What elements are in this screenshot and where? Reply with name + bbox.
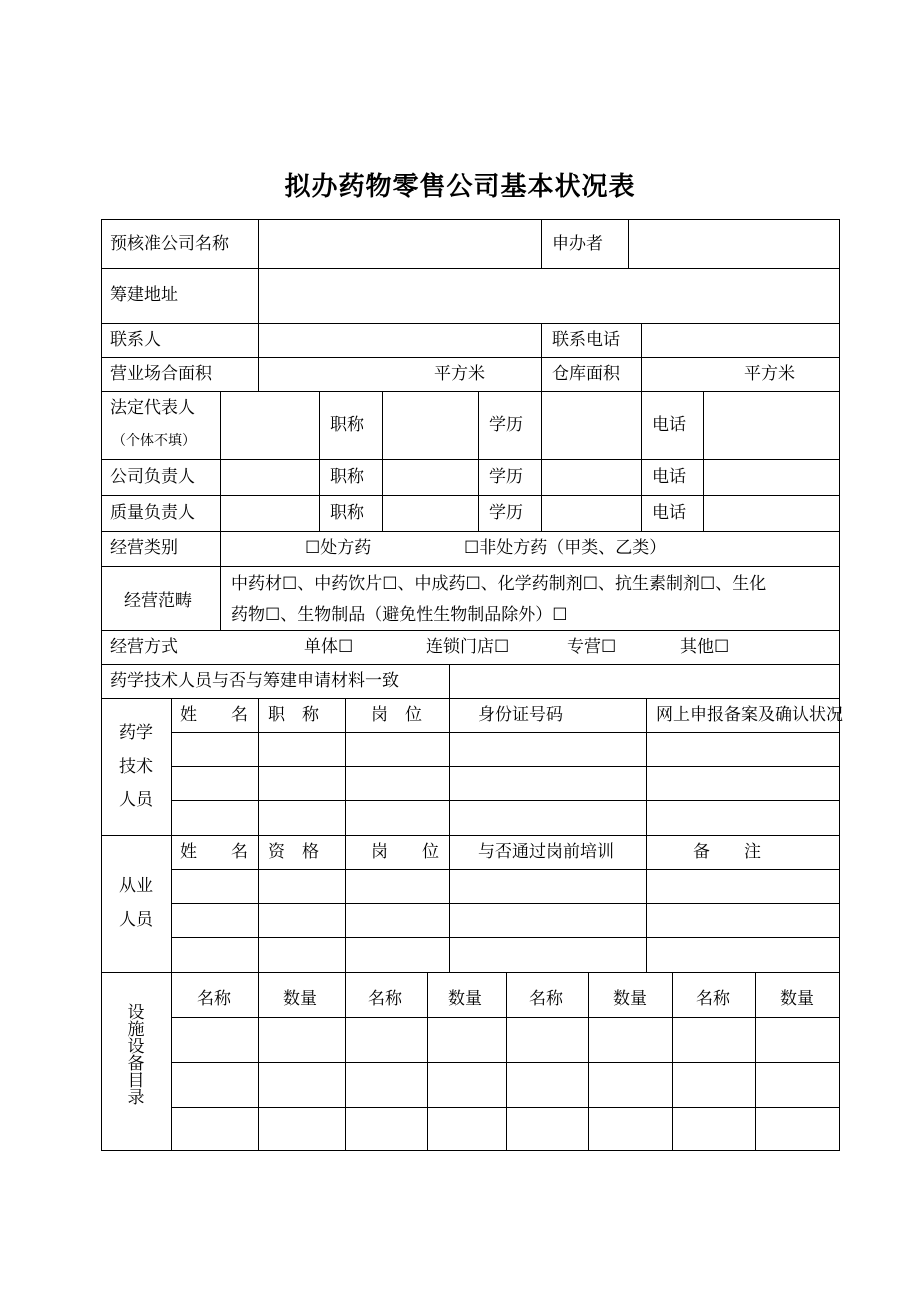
pharm-staff-header-post: 岗 位 xyxy=(371,705,422,725)
equipment-header-qty-4: 数量 xyxy=(780,989,814,1009)
equipment-label-3: 设 xyxy=(127,1037,145,1057)
table-rule xyxy=(541,391,542,532)
company-name-label: 预核准公司名称 xyxy=(110,234,229,254)
staff-header-name: 姓 名 xyxy=(180,842,248,862)
table-rule xyxy=(220,531,221,631)
staff-header-remarks: 备 注 xyxy=(693,842,761,862)
warehouse-area-label: 仓库面积 xyxy=(552,364,620,384)
company-head-phone-label: 电话 xyxy=(652,467,686,487)
staff-label-2: 人员 xyxy=(119,910,153,930)
table-rule xyxy=(101,459,840,460)
table-rule xyxy=(258,219,259,392)
mode-chain-checkbox[interactable]: 连锁门店☐ xyxy=(426,637,510,657)
table-rule xyxy=(449,835,450,973)
quality-head-education-label: 学历 xyxy=(489,503,523,523)
equipment-header-name-4: 名称 xyxy=(696,989,730,1009)
table-rule xyxy=(646,835,647,973)
pharm-staff-label-3: 人员 xyxy=(119,790,153,810)
pharm-staff-label-1: 药学 xyxy=(119,723,153,743)
table-rule xyxy=(171,869,840,870)
table-rule xyxy=(541,219,542,269)
staff-header-training: 与否通过岗前培训 xyxy=(478,842,614,862)
pharm-staff-label-2: 技术 xyxy=(119,757,153,777)
contact-phone-label: 联系电话 xyxy=(552,330,620,350)
quality-head-title-label: 职称 xyxy=(330,503,364,523)
table-rule xyxy=(101,495,840,496)
mode-single-checkbox[interactable]: 单体☐ xyxy=(304,637,354,657)
equipment-header-name-2: 名称 xyxy=(368,989,402,1009)
legal-rep-title-label: 职称 xyxy=(330,415,364,435)
table-rule xyxy=(101,566,840,567)
quality-head-label: 质量负责人 xyxy=(110,503,195,523)
table-rule xyxy=(171,766,840,767)
table-rule xyxy=(171,1062,840,1063)
business-area-unit: 平方米 xyxy=(434,364,485,384)
scope-line-1[interactable]: 中药材☐、中药饮片☐、中成药☐、化学药制剂☐、抗生素制剂☐、生化 xyxy=(231,574,767,594)
warehouse-area-unit: 平方米 xyxy=(744,364,795,384)
table-rule xyxy=(171,800,840,801)
legal-rep-phone-label: 电话 xyxy=(652,415,686,435)
pharm-staff-header-name: 姓 名 xyxy=(180,705,248,725)
category-label: 经营类别 xyxy=(110,538,178,558)
equipment-label-5: 目 xyxy=(127,1071,145,1091)
equipment-label-1: 设 xyxy=(127,1003,145,1023)
pharm-staff-header-id: 身份证号码 xyxy=(478,705,563,725)
table-rule xyxy=(382,391,383,532)
table-rule xyxy=(171,1107,840,1108)
equipment-label-4: 备 xyxy=(127,1054,145,1074)
table-rule xyxy=(319,391,320,532)
pharm-staff-header-status: 网上申报备案及确认状况 xyxy=(656,705,843,725)
table-rule xyxy=(641,323,642,392)
pharm-staff-header-title: 职 称 xyxy=(268,705,319,725)
staff-header-post: 岗 位 xyxy=(371,842,439,862)
scope-label: 经营范畴 xyxy=(124,591,192,611)
company-head-education-label: 学历 xyxy=(489,467,523,487)
table-rule xyxy=(101,1150,840,1151)
company-head-title-label: 职称 xyxy=(330,467,364,487)
contact-label: 联系人 xyxy=(110,330,161,350)
pharm-consistency-label: 药学技术人员与否与筹建申请材料一致 xyxy=(110,671,399,691)
address-label: 筹建地址 xyxy=(110,285,178,305)
mode-other-checkbox[interactable]: 其他☐ xyxy=(680,637,730,657)
table-rule xyxy=(101,664,840,665)
staff-label-1: 从业 xyxy=(119,876,153,896)
equipment-header-name-1: 名称 xyxy=(197,989,231,1009)
table-rule xyxy=(101,835,840,836)
table-rule xyxy=(101,391,840,392)
table-rule xyxy=(101,972,840,973)
scope-line-2[interactable]: 药物☐、生物制品（避免性生物制品除外）☐ xyxy=(231,605,568,625)
page-title: 拟办药物零售公司基本状况表 xyxy=(284,172,636,202)
table-rule xyxy=(101,219,102,1151)
category-rx-checkbox[interactable]: ☐处方药 xyxy=(305,538,372,558)
legal-rep-label: 法定代表人 xyxy=(110,398,195,418)
business-area-label: 营业场合面积 xyxy=(110,364,212,384)
table-rule xyxy=(101,219,840,220)
table-rule xyxy=(101,323,840,324)
table-rule xyxy=(101,698,840,699)
table-rule xyxy=(646,698,647,836)
table-rule xyxy=(641,391,642,532)
table-rule xyxy=(345,698,346,836)
equipment-header-qty-1: 数量 xyxy=(283,989,317,1009)
table-rule xyxy=(478,391,479,532)
legal-rep-education-label: 学历 xyxy=(489,415,523,435)
table-rule xyxy=(171,698,172,836)
applicant-label: 申办者 xyxy=(552,234,603,254)
table-rule xyxy=(101,531,840,532)
table-rule xyxy=(449,664,450,699)
table-rule xyxy=(171,1017,840,1018)
equipment-header-qty-2: 数量 xyxy=(448,989,482,1009)
legal-rep-note: （个体不填） xyxy=(112,433,196,449)
table-rule xyxy=(703,391,704,532)
table-rule xyxy=(839,219,840,1151)
table-rule xyxy=(449,698,450,836)
table-rule xyxy=(171,937,840,938)
equipment-label-2: 施 xyxy=(127,1020,145,1040)
mode-label: 经营方式 xyxy=(110,637,178,657)
equipment-label-6: 录 xyxy=(127,1088,145,1108)
table-rule xyxy=(171,732,840,733)
table-rule xyxy=(258,698,259,836)
table-rule xyxy=(258,835,259,973)
table-rule xyxy=(345,835,346,973)
table-rule xyxy=(101,357,840,358)
table-rule xyxy=(541,323,542,392)
table-rule xyxy=(171,903,840,904)
table-rule xyxy=(220,391,221,532)
company-head-label: 公司负责人 xyxy=(110,467,195,487)
equipment-header-name-3: 名称 xyxy=(529,989,563,1009)
table-rule xyxy=(628,219,629,269)
quality-head-phone-label: 电话 xyxy=(652,503,686,523)
mode-exclusive-checkbox[interactable]: 专营☐ xyxy=(567,637,617,657)
category-otc-checkbox[interactable]: ☐非处方药（甲类、乙类） xyxy=(464,538,667,558)
table-rule xyxy=(101,630,840,631)
table-rule xyxy=(101,268,840,269)
staff-header-qualification: 资 格 xyxy=(268,842,319,862)
equipment-header-qty-3: 数量 xyxy=(613,989,647,1009)
